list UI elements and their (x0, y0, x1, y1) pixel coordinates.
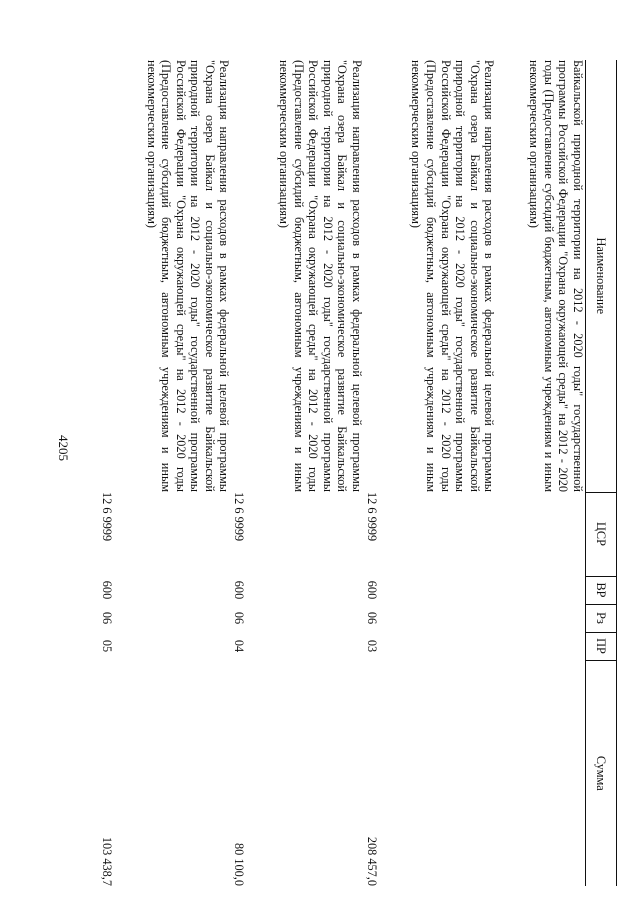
row-vr: 600 (99, 580, 114, 600)
row-csr: 12 6 9999 (232, 492, 247, 542)
row-rz: 06 (232, 611, 247, 625)
row-name: Реализация направления расходов в рамках федеральной целевой программы "Охрана озера Байкал и социально-экономическое развитие Байкальской природной территории на 2012 - 2020 годы" государственной программы Российской Федерации "Охрана окружающей среды" на 2012 - 2020 годы (Предоставление субсидий бюджетным, автономным учреждениям и иным некоммерческим организациям) (277, 60, 364, 492)
row-vr: 600 (232, 580, 247, 600)
table-header-row (586, 60, 617, 886)
row-csr: 12 6 9999 (364, 492, 379, 542)
row-rz: 06 (364, 611, 379, 625)
row-rz: 06 (99, 611, 114, 625)
header-rz: Рз (586, 604, 617, 632)
header-sum: Сумма (586, 660, 617, 886)
table-row (232, 60, 364, 886)
row-name: Реализация направления расходов в рамках федеральной целевой программы "Охрана озера Байкал и социально-экономическое развитие Байкальской природной территории на 2012 - 2020 годы" государственной программы Российской Федерации "Охрана окружающей среды" на 2012 - 2020 годы (Предоставление субсидий бюджетным, автономным учреждениям и иным некоммерческим организациям) (409, 60, 497, 492)
row-name: Реализация направления расходов в рамках федеральной целевой программы "Охрана озера Байкал и социально-экономическое развитие Байкальской природной территории на 2012 - 2020 годы" государственной программы Российской Федерации "Охрана окружающей среды" на 2012 - 2020 годы (Предоставление субсидий бюджетным, автономным учреждениям и иным некоммерческим организациям) (144, 60, 232, 492)
header-pr: ПР (586, 632, 617, 660)
row-pr (496, 632, 585, 660)
header-csr: ЦСР (586, 492, 617, 576)
page-number: 4205 (56, 435, 71, 461)
row-sum: 208 457,0 (364, 836, 379, 886)
row-sum: 80 100,0 (232, 842, 247, 886)
row-vr (496, 576, 585, 604)
row-pr: 05 (99, 639, 114, 653)
row-pr: 04 (232, 639, 247, 653)
row-rz (496, 604, 585, 632)
row-pr: 03 (364, 639, 379, 653)
row-sum: 103 438,7 (99, 836, 114, 886)
table-row (99, 60, 232, 886)
header-name: Наименование (586, 60, 617, 492)
row-vr: 600 (364, 580, 379, 600)
table-row (496, 60, 585, 886)
header-vr: ВР (586, 576, 617, 604)
row-csr (496, 492, 585, 576)
row-name: Байкальской природной территории на 2012 - 2020 годы" государственной программы Российской Федерации "Охрана окружающей среды" на 2012 - 2020 годы (Предоставление субсидий бюджетным, автономным учреждениям и иным некоммерческим организациям) (527, 60, 585, 492)
table-row (364, 60, 496, 886)
budget-table (99, 60, 617, 886)
row-sum (496, 660, 585, 886)
row-csr: 12 6 9999 (99, 492, 114, 542)
